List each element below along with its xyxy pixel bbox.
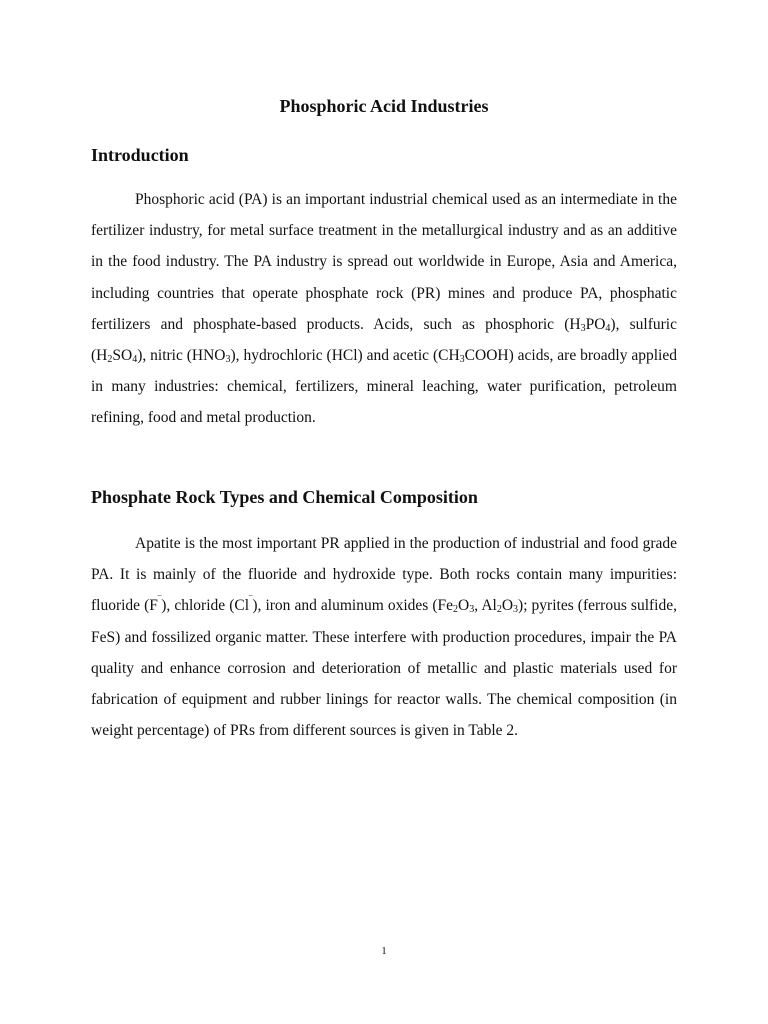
text-run: ), chloride (Cl (161, 597, 250, 615)
text-run: Apatite is the most important PR applied in the production of industrial and food grade PA. It is mainly of the fluoride and hydroxide type. Both rocks contain many impurities: fluoride (F (91, 535, 677, 615)
text-run: ), nitric (HNO (137, 347, 226, 365)
text-run: PO (585, 315, 606, 333)
subscript: 3 (459, 354, 465, 366)
text-run: ), hydrochloric (HCl) and acetic (CH (230, 347, 460, 365)
paragraph-phosphate-rock (91, 528, 677, 746)
subscript: 4 (132, 354, 138, 366)
subscript: 3 (513, 604, 519, 616)
section-heading-introduction: Introduction (91, 145, 189, 165)
subscript: 3 (225, 354, 231, 366)
text-run: Phosphoric acid (PA) is an important industrial chemical used as an intermediate in the fertilizer industry, for metal surface treatment in the metallurgical industry and as an additive in the food industry. The PA industry is spread out worldwide in Europe, Asia and America, including countries that operate phosphate rock (PR) mines and produce PA, phosphatic fertilizers and phosphate-based products. Acids, such as phosphoric (H (91, 191, 677, 333)
superscript: ‾ (157, 596, 162, 608)
text-run: ); pyrites (ferrous sulfide, FeS) and fossilized organic matter. These interfere with production procedures, impair the PA quality and enhance corrosion and deterioration of metallic and plastic materials used for fabrication of equipment and rubber linings for reactor walls. The chemical composition (in weight percentage) of PRs from different sources is given in Table 2. (91, 597, 677, 740)
superscript: ‾ (249, 596, 253, 608)
subscript: 2 (107, 354, 113, 366)
text-run: , Al (474, 597, 497, 615)
subscript: 4 (605, 322, 611, 334)
text-run: O (501, 597, 514, 615)
subscript: 3 (580, 322, 586, 334)
paragraph-introduction (91, 184, 677, 434)
text-run: ), sulfuric (H (91, 315, 677, 365)
page-title: Phosphoric Acid Industries (279, 96, 489, 116)
subscript: 2 (496, 604, 502, 616)
subscript: 2 (453, 604, 459, 616)
page-number: 1 (381, 945, 387, 957)
text-run: SO (112, 347, 133, 365)
section-heading-phosphate-rock: Phosphate Rock Types and Chemical Composition (91, 487, 478, 507)
text-run: ), iron and aluminum oxides (Fe (252, 597, 454, 615)
text-run: COOH) acids, are broadly applied in many industries: chemical, fertilizers, mineral leaching, water purification, petroleum refining, food and metal production. (91, 347, 677, 427)
subscript: 3 (469, 604, 475, 616)
text-run: O (458, 597, 470, 615)
